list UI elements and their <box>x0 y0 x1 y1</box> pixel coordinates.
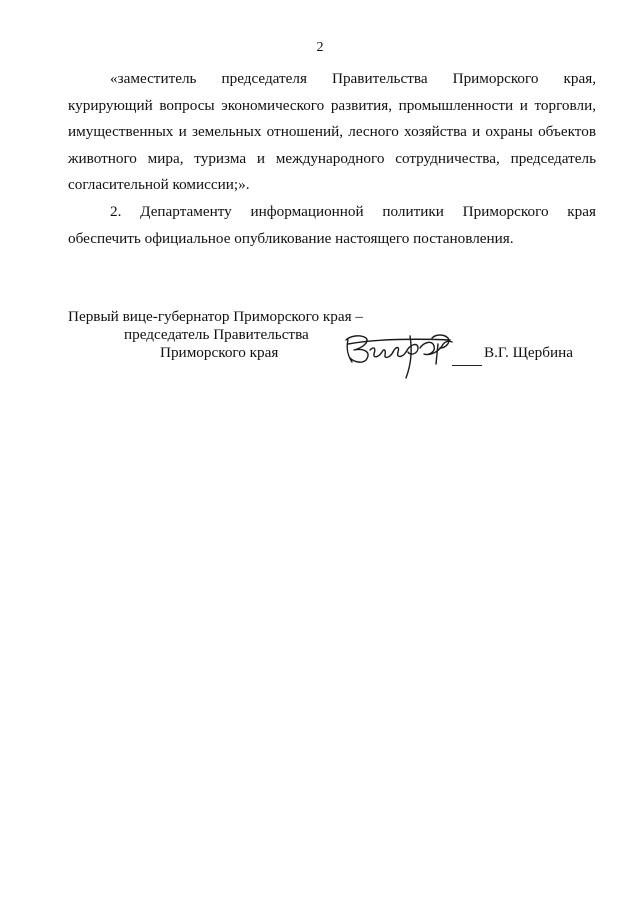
signer-name: В.Г. Щербина <box>484 344 573 361</box>
paragraph-2: 2. Департаменту информационной политики Приморского края обеспечить официальное опубликование настоящего постановления. <box>68 202 596 247</box>
page-number: 2 <box>316 40 324 55</box>
paragraph-1: «заместитель председателя Правительства Приморского края, курирующий вопросы экономического развития, промышленности и торговли, имущественных и земельных отношений, лесного хозяйства и охраны объектов животного мира, туризма и международного сотрудничества, председатель согласительной комиссии;». <box>68 70 596 194</box>
signer-title-line-1: Первый вице-губернатор Приморского края – <box>68 308 363 325</box>
signer-title-line-2: председатель Правительства <box>124 326 309 343</box>
handwritten-signature <box>340 318 490 384</box>
document-body <box>68 66 596 252</box>
signature-underline <box>452 365 482 366</box>
signer-title-line-3: Приморского края <box>160 344 279 361</box>
